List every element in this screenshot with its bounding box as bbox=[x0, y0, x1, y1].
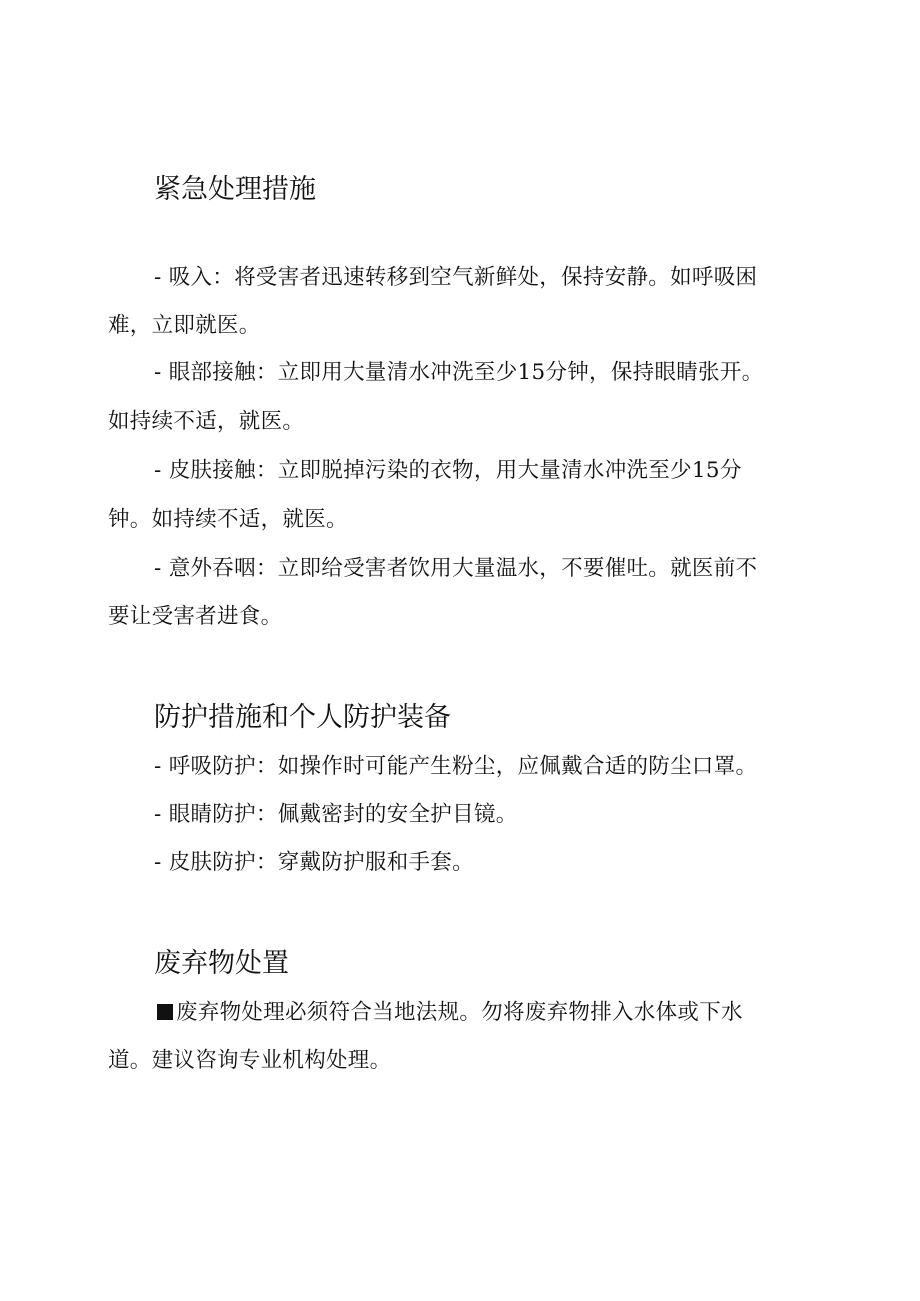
paragraph-line: 要让受害者进食。 bbox=[108, 604, 283, 629]
black-square-bullet-icon bbox=[157, 1004, 173, 1020]
paragraph-line: - 呼吸防护：如操作时可能产生粉尘，应佩戴合适的防尘口罩。 bbox=[154, 754, 758, 779]
paragraph-line: - 吸入：将受害者迅速转移到空气新鲜处，保持安静。如呼吸困 bbox=[154, 265, 758, 290]
paragraph-line: 如持续不适，就医。 bbox=[108, 409, 305, 434]
section-heading-disposal: 废弃物处置 bbox=[154, 948, 289, 979]
paragraph-line: 道。建议咨询专业机构处理。 bbox=[108, 1048, 392, 1073]
section-heading-protection: 防护措施和个人防护装备 bbox=[154, 702, 451, 733]
paragraph-line: - 眼睛防护：佩戴密封的安全护目镜。 bbox=[154, 802, 518, 827]
paragraph-line: 难，立即就医。 bbox=[108, 313, 261, 338]
paragraph-text: 废弃物处理必须符合当地法规。勿将废弃物排入水体或下水 bbox=[176, 1000, 743, 1025]
paragraph-line: 钟。如持续不适，就医。 bbox=[108, 507, 348, 532]
paragraph-line: - 眼部接触：立即用大量清水冲洗至少15分钟，保持眼睛张开。 bbox=[154, 360, 764, 385]
paragraph-line-with-bullet bbox=[157, 999, 743, 1027]
paragraph-line: - 意外吞咽：立即给受害者饮用大量温水，不要催吐。就医前不 bbox=[154, 556, 758, 581]
paragraph-line: - 皮肤防护：穿戴防护服和手套。 bbox=[154, 850, 474, 875]
section-heading-emergency: 紧急处理措施 bbox=[154, 174, 316, 205]
paragraph-line: - 皮肤接触：立即脱掉污染的衣物，用大量清水冲洗至少15分 bbox=[154, 458, 742, 483]
